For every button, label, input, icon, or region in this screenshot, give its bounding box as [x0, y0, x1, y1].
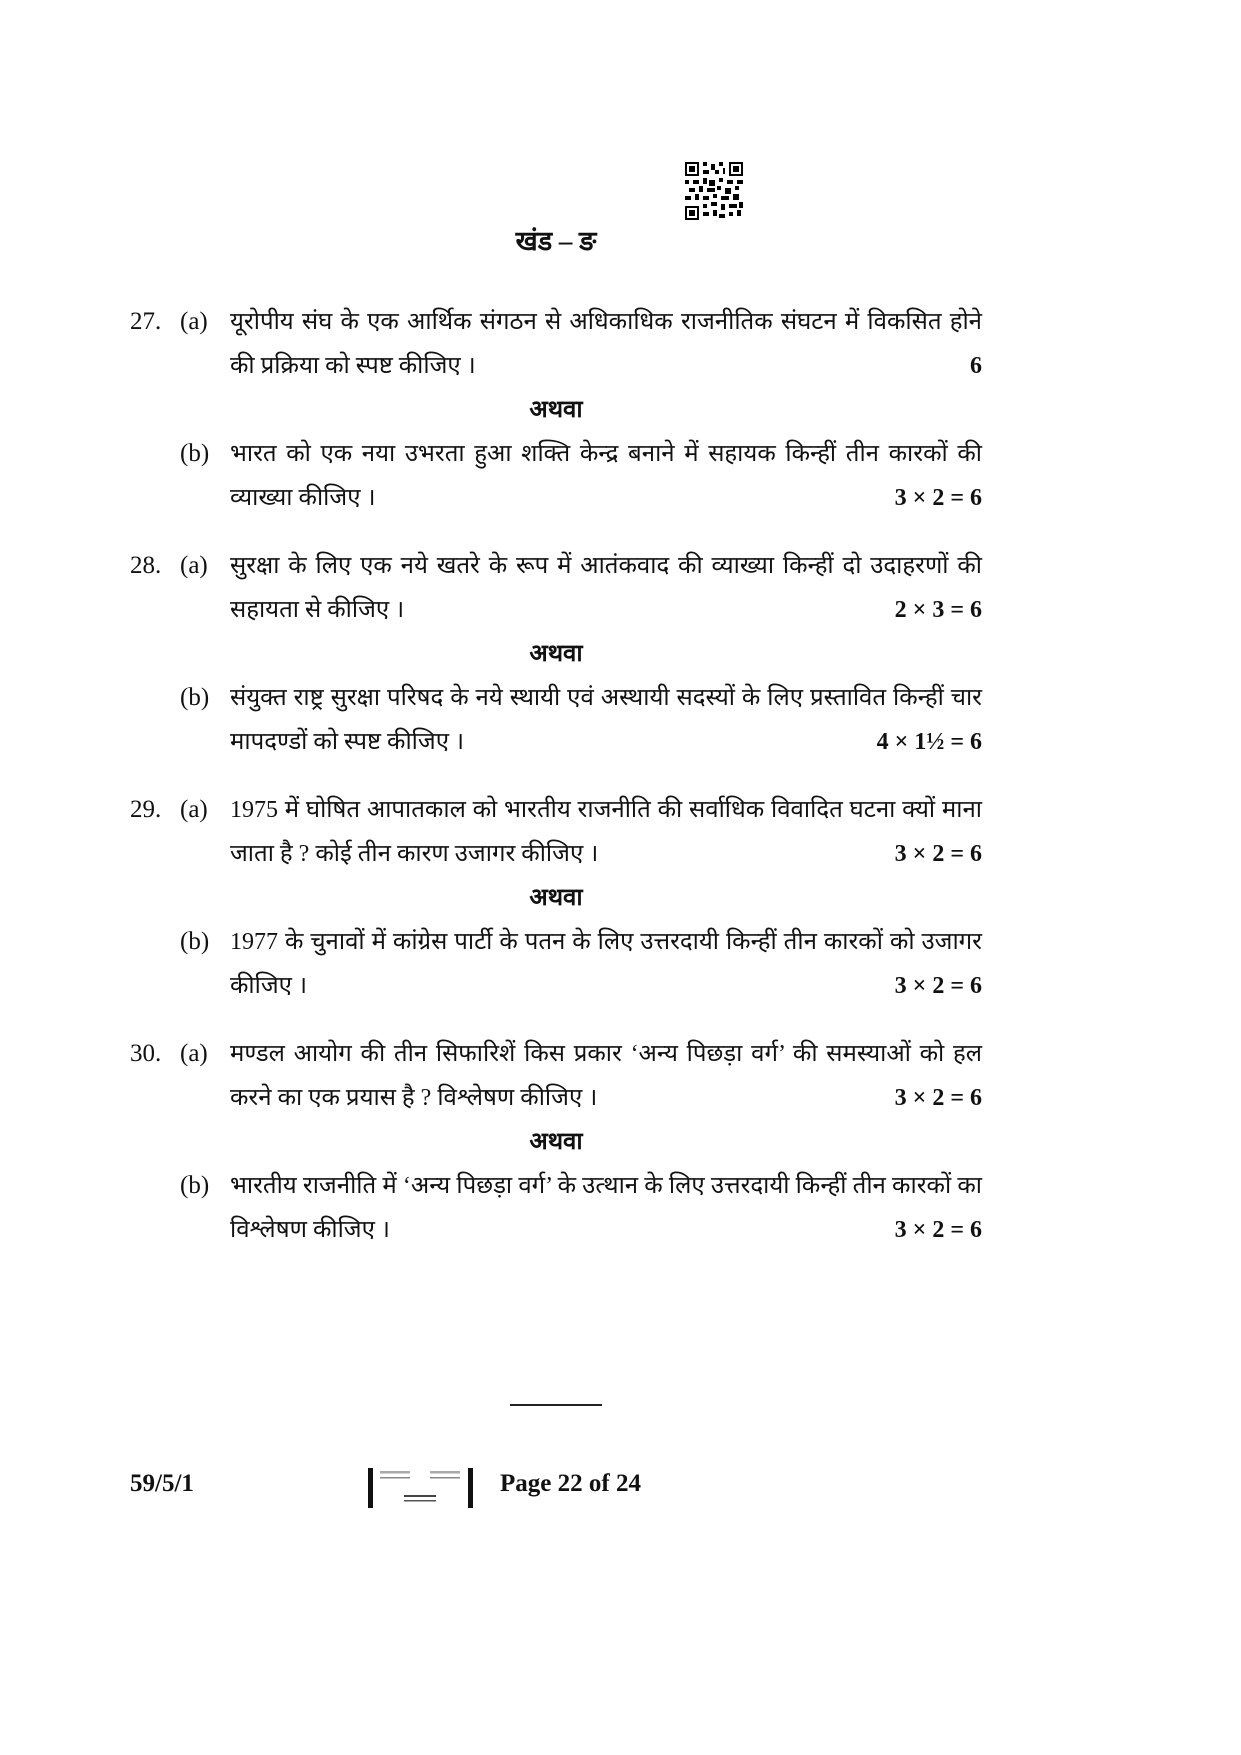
- marks-value: 2 × 3 = 6: [894, 597, 982, 623]
- part-label: (a): [180, 552, 208, 579]
- question-part: [130, 544, 982, 632]
- question-text: भारत को एक नया उभरता हुआ शक्ति केन्द्र बनाने में सहायक किन्हीं तीन कारकों की व्याख्या कीजिए ।: [230, 441, 982, 511]
- footer-barcode-mark: [368, 1468, 473, 1508]
- question-part: [130, 1164, 982, 1252]
- part-label: (a): [180, 1040, 208, 1067]
- question-text: संयुक्त राष्ट्र सुरक्षा परिषद के नये स्थायी एवं अस्थायी सदस्यों के लिए प्रस्तावित किन्हीं चार मापदण्डों को स्पष्ट कीजिए ।: [230, 685, 982, 755]
- question-block-30: [130, 1032, 982, 1252]
- or-separator: अथवा: [529, 397, 583, 423]
- question-text: 1977 के चुनावों में कांग्रेस पार्टी के पतन के लिए उत्तरदायी किन्हीं तीन कारकों को उजागर कीजिए ।: [230, 929, 982, 999]
- question-text: यूरोपीय संघ के एक आर्थिक संगठन से अधिकाधिक राजनीतिक संघटन में विकसित होने की प्रक्रिया को स्पष्ट कीजिए ।: [230, 309, 982, 379]
- question-part: [130, 432, 982, 520]
- part-label: (b): [180, 1172, 210, 1199]
- part-label: (b): [180, 684, 210, 711]
- marks-value: 3 × 2 = 6: [894, 973, 982, 999]
- marks-value: 6: [970, 353, 982, 379]
- question-part: [130, 920, 982, 1008]
- marks-value: 3 × 2 = 6: [894, 841, 982, 867]
- question-text: 1975 में घोषित आपातकाल को भारतीय राजनीति की सर्वाधिक विवादित घटना क्यों माना जाता है ? कोई तीन कारण उजागर कीजिए ।: [230, 797, 982, 867]
- page-number: Page 22 of 24: [500, 1470, 641, 1497]
- question-part: [130, 300, 982, 388]
- question-text: मण्डल आयोग की तीन सिफारिशें किस प्रकार ‘अन्य पिछड़ा वर्ग’ की समस्याओं को हल करने का एक प्रयास है ? विश्लेषण कीजिए ।: [230, 1041, 982, 1111]
- paper-code: 59/5/1: [130, 1470, 194, 1497]
- qr-code: [685, 162, 743, 220]
- question-block-27: [130, 300, 982, 520]
- question-number: 29.: [130, 796, 162, 823]
- or-separator: अथवा: [529, 1129, 583, 1155]
- question-part: [130, 788, 982, 876]
- marks-value: 3 × 2 = 6: [894, 1217, 982, 1243]
- marks-value: 3 × 2 = 6: [894, 485, 982, 511]
- part-label: (a): [180, 796, 208, 823]
- page-footer: [130, 1468, 982, 1512]
- question-part: [130, 676, 982, 764]
- marks-value: 3 × 2 = 6: [894, 1085, 982, 1111]
- part-label: (b): [180, 928, 210, 955]
- question-number: 30.: [130, 1040, 162, 1067]
- marks-value: 4 × 1½ = 6: [876, 729, 982, 755]
- question-text: सुरक्षा के लिए एक नये खतरे के रूप में आतंकवाद की व्याख्या किन्हीं दो उदाहरणों की सहायता से कीजिए ।: [230, 553, 982, 623]
- question-block-28: [130, 544, 982, 764]
- question-block-29: [130, 788, 982, 1008]
- question-paper-body: [130, 224, 982, 1406]
- question-part: [130, 1032, 982, 1120]
- or-separator: अथवा: [529, 641, 583, 667]
- end-of-section-rule: [510, 1404, 602, 1406]
- question-number: 27.: [130, 308, 162, 335]
- question-number: 28.: [130, 552, 162, 579]
- section-heading: खंड – ङ: [515, 226, 597, 256]
- or-separator: अथवा: [529, 885, 583, 911]
- part-label: (a): [180, 308, 208, 335]
- question-text: भारतीय राजनीति में ‘अन्य पिछड़ा वर्ग’ के उत्थान के लिए उत्तरदायी किन्हीं तीन कारकों का विश्लेषण कीजिए ।: [230, 1173, 982, 1243]
- part-label: (b): [180, 440, 210, 467]
